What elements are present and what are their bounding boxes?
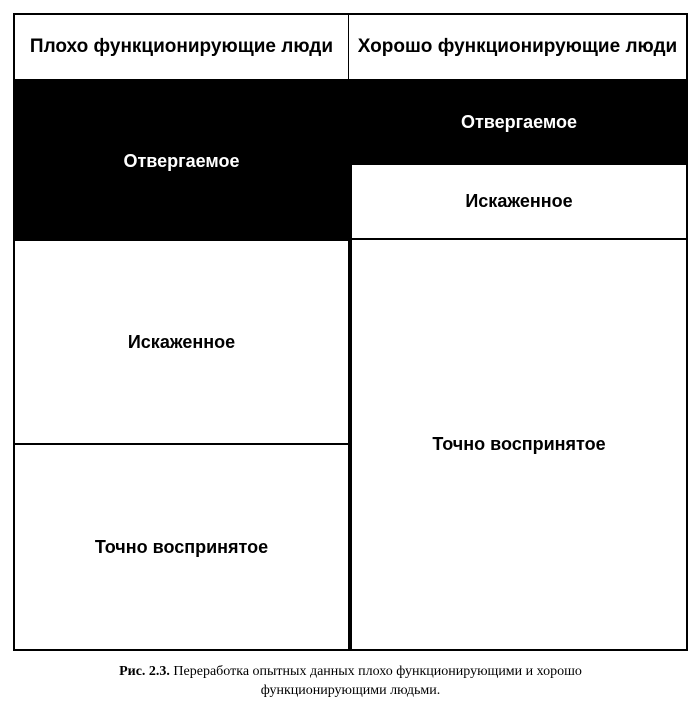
caption-line-2: функционирующими людьми.: [260, 683, 441, 698]
right-accurate-block: [350, 238, 688, 651]
left-rejected-label: Отвергаемое: [123, 150, 240, 171]
left-rejected-block: [13, 81, 350, 241]
right-column-header-label: Хорошо функционирующие люди: [357, 36, 678, 57]
left-accurate-label: Точно воспринятое: [94, 536, 269, 557]
left-column-header-label: Плохо функционирующие люди: [29, 36, 334, 57]
right-rejected-label: Отвергаемое: [460, 112, 577, 132]
figure-number: Рис. 2.3.: [119, 664, 170, 679]
figure-caption: [13, 662, 688, 700]
comparison-diagram: [13, 13, 688, 651]
caption-line-1: [13, 662, 688, 681]
right-distorted-label: Искаженное: [465, 191, 573, 211]
right-rejected-block: [350, 81, 688, 164]
left-distorted-block: [13, 239, 350, 445]
right-column-header: [348, 13, 688, 81]
left-distorted-label: Искаженное: [127, 331, 236, 352]
left-accurate-block: [13, 443, 350, 651]
left-column-header: [13, 13, 350, 81]
caption-text-1: Переработка опытных данных плохо функционирующими и хорошо: [173, 664, 582, 679]
right-accurate-label: Точно воспринятое: [432, 434, 606, 454]
right-distorted-block: [350, 163, 688, 240]
